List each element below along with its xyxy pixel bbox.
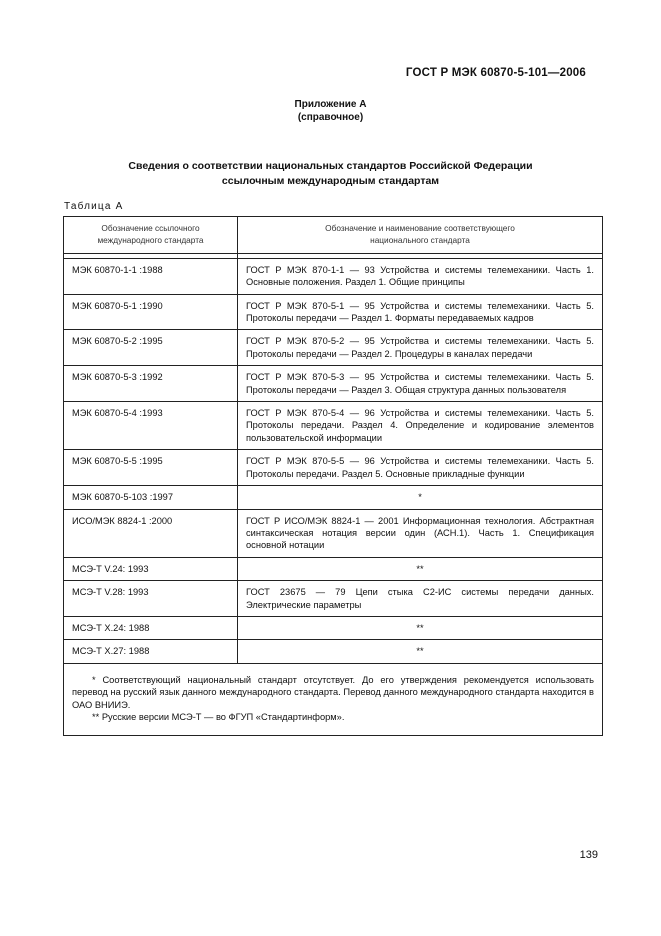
national-standard-cell: ** bbox=[238, 557, 603, 580]
table-row bbox=[64, 486, 603, 509]
national-standard-cell: ** bbox=[238, 640, 603, 663]
international-standard-cell: МЭК 60870-1-1 :1988 bbox=[64, 258, 238, 294]
table-row bbox=[64, 557, 603, 580]
international-standard-cell: МСЭ-Т V.24: 1993 bbox=[64, 557, 238, 580]
national-standard-cell: ** bbox=[238, 616, 603, 639]
annex-subtitle: (справочное) bbox=[297, 112, 364, 123]
table-row bbox=[64, 581, 603, 617]
national-standard-cell: ГОСТ Р МЭК 870-5-5 — 96 Устройства и системы телемеханики. Часть 5. Протоколы передачи. Раздел 5. Основные прикладные функции bbox=[238, 450, 603, 486]
column-header-line: Обозначение ссылочного bbox=[101, 223, 200, 233]
column-header-line: Обозначение и наименование соответствующего bbox=[325, 223, 515, 233]
table-row bbox=[64, 330, 603, 366]
table-row bbox=[64, 640, 603, 663]
section-title bbox=[0, 159, 661, 189]
column-header-national bbox=[238, 217, 603, 254]
section-title-line-2: ссылочным международным стандартам bbox=[221, 175, 440, 187]
table-row bbox=[64, 366, 603, 402]
table-row bbox=[64, 450, 603, 486]
international-standard-cell: МЭК 60870-5-3 :1992 bbox=[64, 366, 238, 402]
international-standard-cell: МЭК 60870-5-103 :1997 bbox=[64, 486, 238, 509]
table-row bbox=[64, 616, 603, 639]
international-standard-cell: МСЭ-Т Х.24: 1988 bbox=[64, 616, 238, 639]
column-header-line: национального стандарта bbox=[370, 235, 470, 246]
column-header-international bbox=[64, 217, 238, 254]
table-row bbox=[64, 509, 603, 557]
international-standard-cell: МСЭ-Т V.28: 1993 bbox=[64, 581, 238, 617]
standards-correspondence-table bbox=[63, 216, 603, 736]
annex-title: Приложение А bbox=[294, 99, 367, 110]
annex-heading bbox=[0, 98, 661, 124]
table-notes-row bbox=[64, 663, 603, 736]
international-standard-cell: МЭК 60870-5-1 :1990 bbox=[64, 294, 238, 330]
international-standard-cell: МЭК 60870-5-2 :1995 bbox=[64, 330, 238, 366]
national-standard-cell: ГОСТ Р МЭК 870-5-4 — 96 Устройства и системы телемеханики. Часть 5. Протоколы передачи. Раздел 4. Определение и кодирование элементов пользовательской информации bbox=[238, 402, 603, 450]
table-row bbox=[64, 258, 603, 294]
page-number: 139 bbox=[579, 849, 598, 861]
national-standard-cell: ГОСТ Р МЭК 870-5-2 — 95 Устройства и системы телемеханики. Часть 5. Протоколы передачи — Раздел 2. Процедуры в каналах передачи bbox=[238, 330, 603, 366]
table-notes bbox=[64, 663, 603, 736]
national-standard-cell: * bbox=[238, 486, 603, 509]
table-row bbox=[64, 294, 603, 330]
international-standard-cell: МСЭ-Т Х.27: 1988 bbox=[64, 640, 238, 663]
document-code-header: ГОСТ Р МЭК 60870-5-101—2006 bbox=[405, 67, 586, 79]
national-standard-cell: ГОСТ Р МЭК 870-5-3 — 95 Устройства и системы телемеханики. Часть 5. Протоколы передачи — Раздел 3. Общая структура данных пользователя bbox=[238, 366, 603, 402]
national-standard-cell: ГОСТ Р МЭК 870-1-1 — 93 Устройства и системы телемеханики. Часть 1. Основные положения. Раздел 1. Общие принципы bbox=[238, 258, 603, 294]
international-standard-cell: МЭК 60870-5-4 :1993 bbox=[64, 402, 238, 450]
national-standard-cell: ГОСТ 23675 — 79 Цепи стыка С2-ИС системы передачи данных. Электрические параметры bbox=[238, 581, 603, 617]
footnote-double-asterisk: ** Русские версии МСЭ-Т — во ФГУП «Стандартинформ». bbox=[92, 711, 345, 722]
table-header-row bbox=[64, 217, 603, 254]
section-title-line-1: Сведения о соответствии национальных стандартов Российской Федерации bbox=[128, 160, 533, 172]
table-row bbox=[64, 402, 603, 450]
national-standard-cell: ГОСТ Р ИСО/МЭК 8824-1 — 2001 Информационная технология. Абстрактная синтаксическая нотация версии один (АСН.1). Часть 1. Спецификация основной нотации bbox=[238, 509, 603, 557]
footnote-single-asterisk: * Соответствующий национальный стандарт отсутствует. До его утверждения рекомендуется использовать перевод на русский язык данного международного стандарта. Перевод данного международного стандарта находится в ОАО ВНИИЭ. bbox=[72, 674, 594, 710]
international-standard-cell: ИСО/МЭК 8824-1 :2000 bbox=[64, 509, 238, 557]
table-label: Таблица А bbox=[64, 201, 124, 212]
international-standard-cell: МЭК 60870-5-5 :1995 bbox=[64, 450, 238, 486]
column-header-line: международного стандарта bbox=[97, 235, 204, 246]
national-standard-cell: ГОСТ Р МЭК 870-5-1 — 95 Устройства и системы телемеханики. Часть 5. Протоколы передачи — Раздел 1. Форматы передаваемых кадров bbox=[238, 294, 603, 330]
